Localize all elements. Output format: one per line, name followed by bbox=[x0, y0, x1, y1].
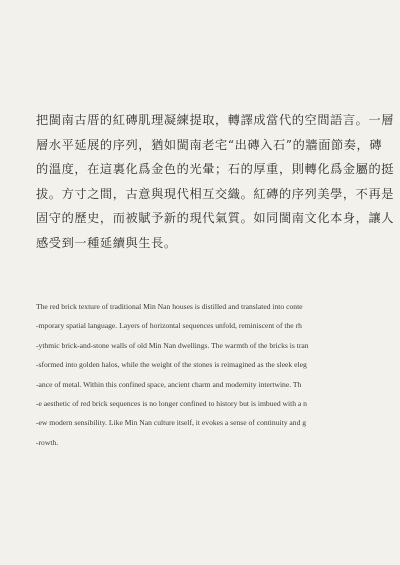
english-line: The red brick texture of traditional Min Nan houses is distilled and translated into conte bbox=[36, 302, 303, 311]
english-line: -rowth. bbox=[36, 437, 59, 447]
english-paragraph bbox=[36, 297, 372, 452]
chinese-line: 感受到一種延續與生長。 bbox=[36, 235, 177, 250]
english-line: -ew modern sensibility. Like Min Nan culture itself, it evokes a sense of continuity and g bbox=[36, 418, 307, 428]
english-line: -ythmic brick-and-stone walls of old Min Nan dwellings. The warmth of the bricks is tran bbox=[36, 340, 309, 350]
chinese-paragraph bbox=[36, 108, 395, 255]
chinese-line: 拔。方寸之間，古意與現代相互交織。紅磚的序列美學，不再是 bbox=[36, 186, 395, 201]
english-line: -e aesthetic of red brick sequences is no longer confined to history but is imbued with a n bbox=[36, 399, 307, 409]
chinese-line: 層水平延展的序列，猶如閩南老宅“出磚入石”的牆面節奏，磚 bbox=[36, 137, 383, 152]
english-line: -ance of metal. Within this confined space, ancient charm and modernity intertwine. Th bbox=[36, 379, 302, 389]
english-line: -mporary spatial language. Layers of horizontal sequences unfold, reminiscent of the rh bbox=[36, 321, 302, 331]
chinese-line: 固守的歷史，而被賦予新的現代氣質。如同閩南文化本身，讓人 bbox=[36, 211, 395, 225]
chinese-line: 把閩南古厝的紅磚肌理凝練提取，轉譯成當代的空間語言。一層 bbox=[36, 113, 395, 127]
chinese-line: 的溫度，在這裏化爲金色的光暈；石的厚重，則轉化爲金屬的挺 bbox=[36, 162, 395, 176]
english-line: -sformed into golden halos, while the weight of the stones is reimagined as the sleek eleg bbox=[36, 360, 307, 370]
